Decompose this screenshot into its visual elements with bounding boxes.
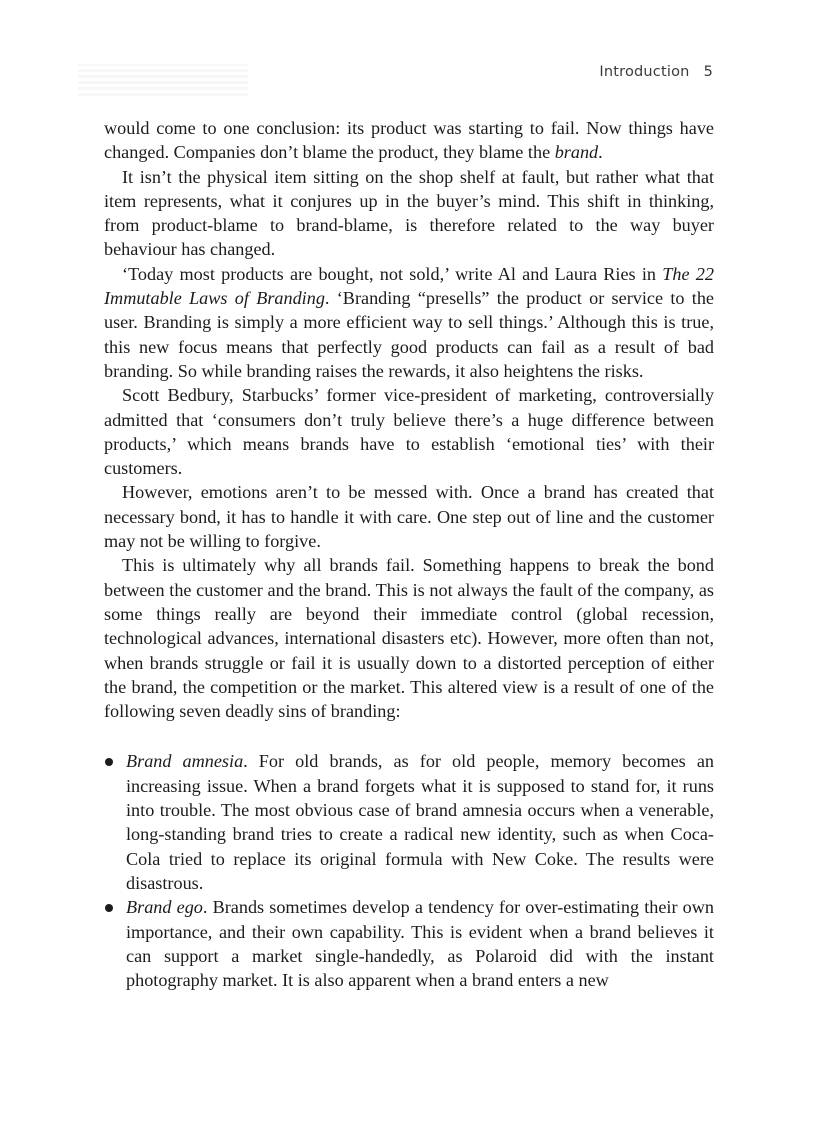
sin-term: Brand amnesia — [126, 751, 244, 772]
list-item — [104, 749, 714, 895]
book-title: The 22 Immutable Laws of Branding — [104, 263, 714, 309]
faded-header-mark — [78, 64, 248, 96]
paragraph-text: . — [598, 142, 603, 163]
paragraph — [104, 262, 714, 383]
running-head — [599, 64, 713, 80]
sins-list — [104, 749, 714, 992]
paragraph-text: ‘Today most products are bought, not sold,’ write Al and Laura Ries in — [122, 263, 663, 284]
sin-text: . Brands sometimes develop a tendency for over-estimating their own importance, and their own capability. This is evident when a brand believes it can support a market single-handedly, as Polaroid did with the instant photography market. It is also apparent when a brand enters a new — [126, 897, 715, 991]
page-number: 5 — [703, 64, 713, 80]
paragraph: Scott Bedbury, Starbucks’ former vice-president of marketing, controversially admitted that ‘consumers don’t truly believe there’s a huge difference between products,’ which means brands have to establish ‘emotional ties’ with their customers. — [104, 385, 714, 479]
paragraph: However, emotions aren’t to be messed with. Once a brand has created that necessary bond, it has to handle it with care. One step out of line and the customer may not be willing to forgive. — [104, 482, 714, 552]
section-title: Introduction — [599, 64, 690, 80]
sin-text: . For old brands, as for old people, memory becomes an increasing issue. When a brand forgets what it is supposed to stand for, it runs into trouble. The most obvious case of brand amnesia occurs when a venerable, long-standing brand tries to create a radical new identity, such as when Coca-Cola tried to replace its original formula with New Coke. The results were disastrous. — [126, 751, 714, 893]
paragraph-text: would come to one conclusion: its product was starting to fail. Now things have changed. Companies don’t blame the product, they blame the — [104, 118, 714, 163]
emphasis-brand: brand — [554, 142, 599, 163]
paragraph: This is ultimately why all brands fail. Something happens to break the bond between the customer and the brand. This is not always the fault of the company, as some things really are beyond their immediate control (global recession, technological advances, international disasters etc). However, more often than not, when brands struggle or fail it is usually down to a distorted perception of either the brand, the competition or the market. This altered view is a result of one of the following seven deadly sins of branding: — [104, 555, 714, 722]
list-item — [104, 895, 714, 992]
paragraph — [104, 116, 714, 165]
paragraph-text: . ‘Branding “presells” the product or service to the user. Branding is simply a more efficient way to sell things.’ Although this is true, this new focus means that perfectly good products can fail as a result of bad branding. So while branding raises the rewards, it also heightens the risks. — [104, 288, 714, 381]
bullet-icon — [105, 758, 113, 766]
paragraph: It isn’t the physical item sitting on the shop shelf at fault, but rather what that item represents, what it conjures up in the buyer’s mind. This shift in thinking, from product-blame to brand-blame, is therefore related to the way buyer behaviour has changed. — [104, 166, 714, 260]
bullet-icon — [105, 904, 113, 912]
sin-term: Brand ego — [126, 897, 203, 918]
body-text — [104, 116, 714, 992]
